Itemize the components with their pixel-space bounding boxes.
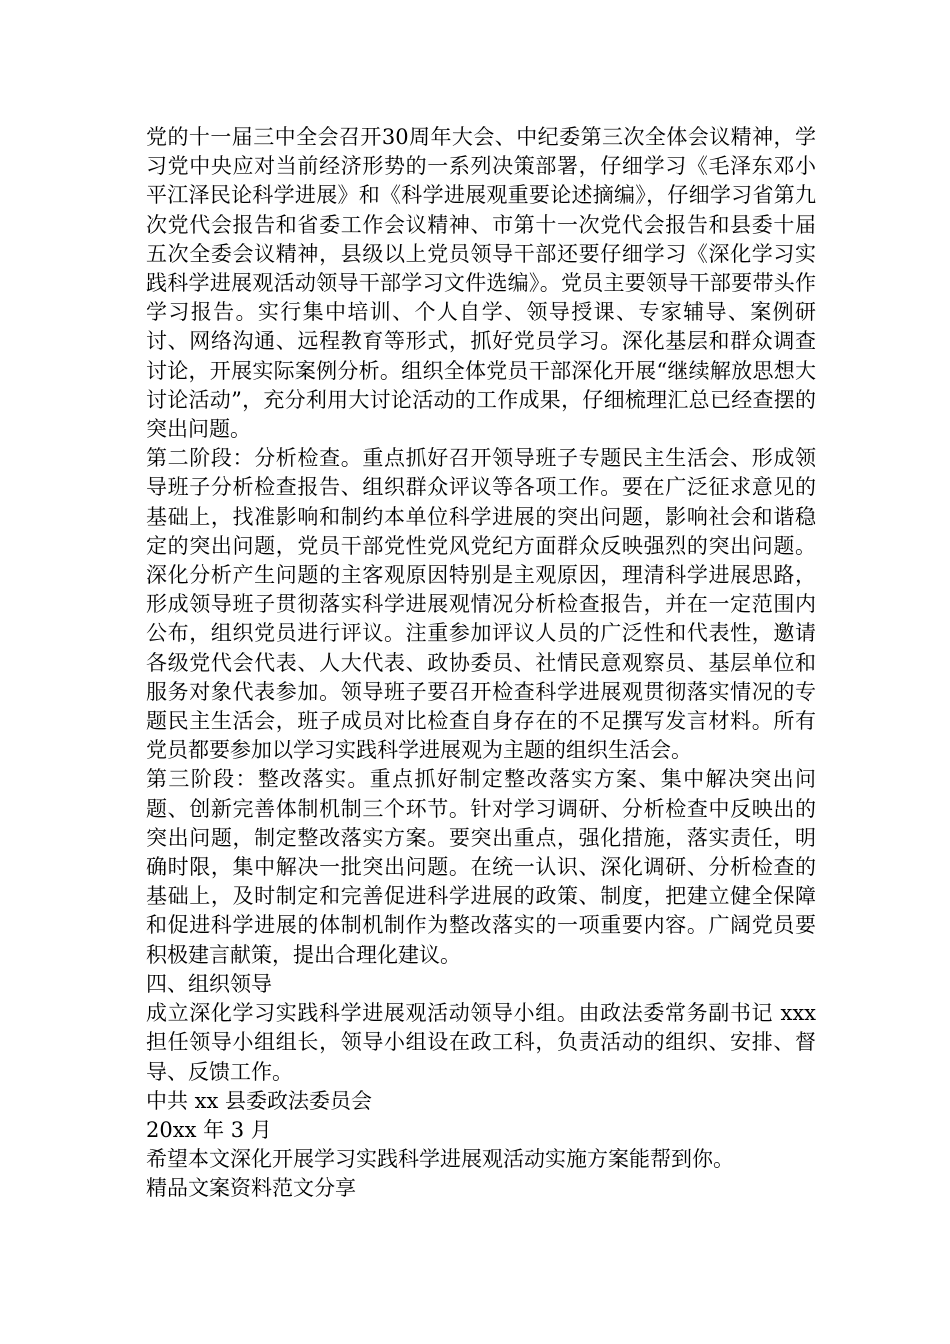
signature-organization: 中共 xx 县委政法委员会: [146, 1088, 373, 1113]
document-body: [146, 123, 816, 1204]
body-paragraph-study: 党的十一届三中全会召开30周年大会、中纪委第三次全体会议精神，学习党中央应对当前经济形势的一系列决策部署，仔细学习《毛泽东邓小平江泽民论科学进展》和《科学进展观重要论述摘编》，仔细学习省第九次党代会报告和省委工作会议精神、市第十一次党代会报告和县委十届五次全委会议精神，县级以上党员领导干部还要仔细学习《深化学习实践科学进展观活动领导干部学习文件选编》。党员主要领导干部要带头作学习报告。实行集中培训、个人自学、领导授课、专家辅导、案例研讨、网络沟通、远程教育等形式，抓好党员学习。深化基层和群众调查讨论，开展实际案例分析。组织全体党员干部深化开展“继续解放思想大讨论活动”，充分利用大讨论活动的工作成果，仔细梳理汇总已经查摆的突出问题。: [146, 125, 816, 442]
body-paragraph-stage-two: 第二阶段：分析检查。重点抓好召开领导班子专题民主生活会、形成领导班子分析检查报告、组织群众评议等各项工作。要在广泛征求意见的基础上，找准影响和制约本单位科学进展的突出问题，影响社会和谐稳定的突出问题，党员干部党性党风党纪方面群众反映强烈的突出问题。深化分析产生问题的主客观原因特别是主观原因，理清科学进展思路，形成领导班子贯彻落实科学进展观情况分析检查报告，并在一定范围内公布，组织党员进行评议。注重参加评议人员的广泛性和代表性，邀请各级党代会代表、人大代表、政协委员、社情民意观察员、基层单位和服务对象代表参加。领导班子要召开检查科学进展观贯彻落实情况的专题民主生活会，班子成员对比检查自身存在的不足撰写发言材料。所有党员都要参加以学习实践科学进展观为主题的组织生活会。: [146, 446, 816, 763]
section-heading: 四、组织领导: [146, 971, 272, 996]
closing-note: 希望本文深化开展学习实践科学进展观活动实施方案能帮到你。: [146, 1147, 734, 1172]
body-paragraph-stage-three: 第三阶段：整改落实。重点抓好制定整改落实方案、集中解决突出问题、创新完善体制机制三个环节。针对学习调研、分析检查中反映出的突出问题，制定整改落实方案。要突出重点，强化措施，落实责任，明确时限，集中解决一批突出问题。在统一认识、深化调研、分析检查的基础上，及时制定和完善促进科学进展的政策、制度，把建立健全保障和促进科学进展的体制机制作为整改落实的一项重要内容。广阔党员要积极建言献策，提出合理化建议。: [146, 767, 816, 967]
footer-note: 精品文案资料范文分享: [146, 1176, 356, 1201]
signature-date: 20xx 年 3 月: [146, 1117, 272, 1142]
leadership-paragraph: 成立深化学习实践科学进展观活动领导小组。由政法委常务副书记 xxx 担任领导小组组长，领导小组设在政工科，负责活动的组织、安排、督导、反馈工作。: [146, 1001, 816, 1084]
